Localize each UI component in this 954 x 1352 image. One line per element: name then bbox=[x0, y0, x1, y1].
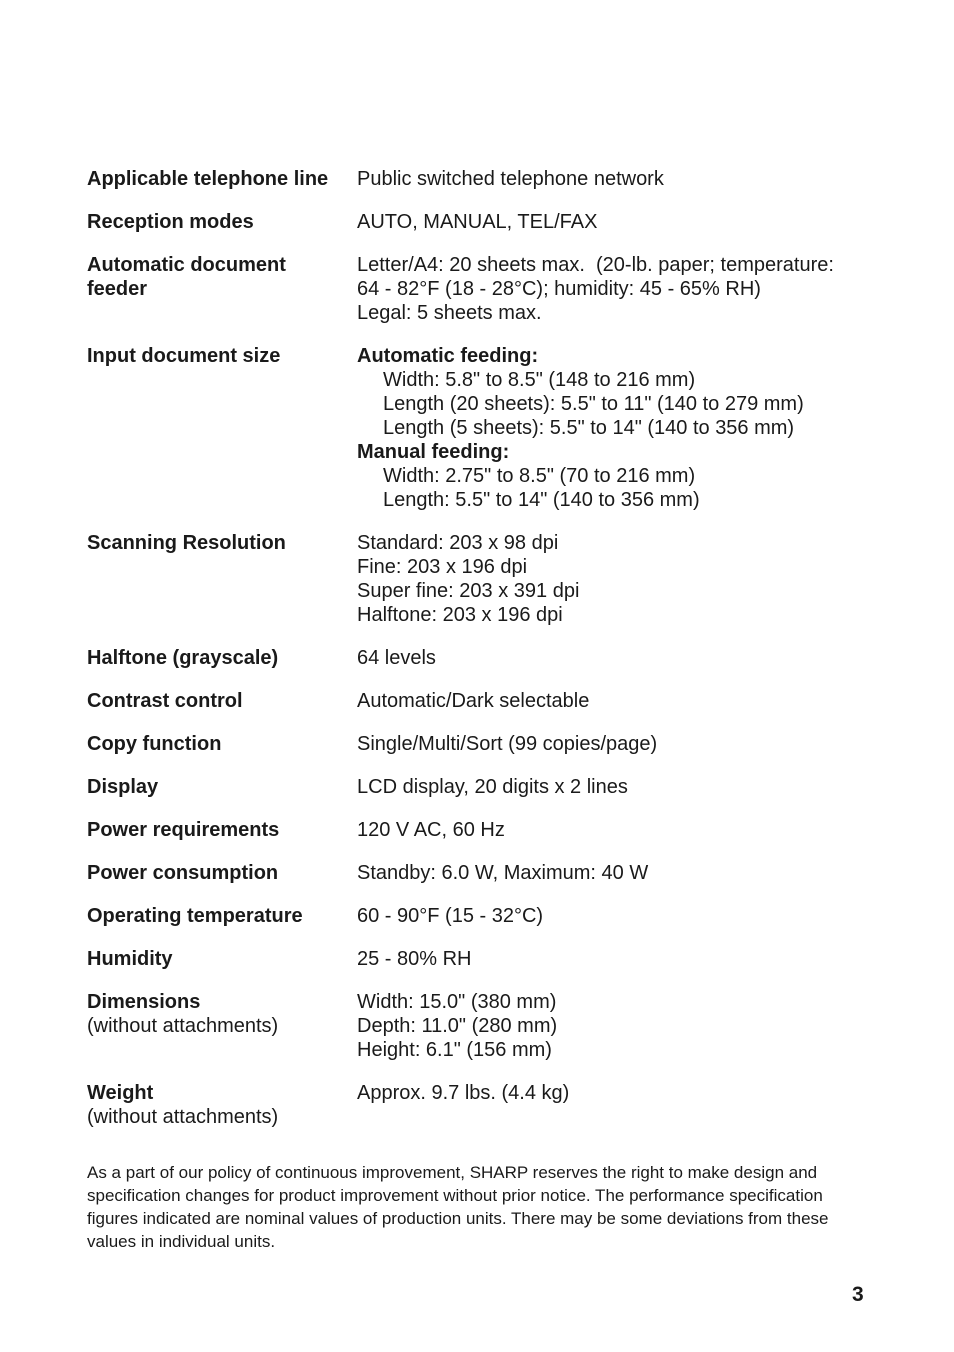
spec-row-operating-temperature bbox=[87, 904, 877, 928]
spec-value-line: Halftone: 203 x 196 dpi bbox=[357, 604, 563, 626]
spec-value bbox=[357, 646, 877, 670]
spec-value-line: Height: 6.1" (156 mm) bbox=[357, 1039, 552, 1061]
spec-value-line: Length: 5.5" to 14" (140 to 356 mm) bbox=[383, 489, 700, 511]
spec-label: Halftone (grayscale) bbox=[87, 647, 279, 669]
spec-label: Dimensions bbox=[87, 991, 201, 1013]
spec-value-line: Standby: 6.0 W, Maximum: 40 W bbox=[357, 862, 649, 884]
spec-value-heading: Manual feeding: bbox=[357, 441, 510, 463]
spec-value bbox=[357, 990, 877, 1062]
spec-value bbox=[357, 947, 877, 971]
spec-label: Scanning Resolution bbox=[87, 532, 286, 554]
spec-value-line: Approx. 9.7 lbs. (4.4 kg) bbox=[357, 1082, 570, 1104]
spec-row-telephone-line bbox=[87, 167, 877, 191]
spec-value-line: Width: 15.0" (380 mm) bbox=[357, 991, 557, 1013]
spec-row-document-feeder bbox=[87, 253, 877, 325]
spec-value-line: Length (5 sheets): 5.5" to 14" (140 to 356 mm) bbox=[383, 417, 795, 439]
spec-value-line: Legal: 5 sheets max. bbox=[357, 302, 542, 324]
spec-label: Display bbox=[87, 776, 159, 798]
spec-label: Weight bbox=[87, 1082, 154, 1104]
spec-row-humidity bbox=[87, 947, 877, 971]
spec-row-power-consumption bbox=[87, 861, 877, 885]
spec-value-line: Width: 2.75" to 8.5" (70 to 216 mm) bbox=[383, 465, 696, 487]
spec-value bbox=[357, 253, 877, 325]
spec-sublabel: (without attachments) bbox=[87, 1015, 279, 1037]
spec-table bbox=[87, 167, 877, 1148]
spec-sublabel: (without attachments) bbox=[87, 1106, 279, 1128]
spec-value bbox=[357, 1081, 877, 1129]
spec-value bbox=[357, 818, 877, 842]
spec-value-line: Public switched telephone network bbox=[357, 168, 664, 190]
spec-value-line: Standard: 203 x 98 dpi bbox=[357, 532, 559, 554]
spec-value bbox=[357, 210, 877, 234]
spec-label: Copy function bbox=[87, 733, 222, 755]
spec-value-line: Length (20 sheets): 5.5" to 11" (140 to 279 mm) bbox=[383, 393, 804, 415]
spec-row-dimensions bbox=[87, 990, 877, 1062]
spec-value-heading: Automatic feeding: bbox=[357, 345, 539, 367]
spec-label: Automatic document feeder bbox=[87, 254, 286, 300]
spec-value-line: Width: 5.8" to 8.5" (148 to 216 mm) bbox=[383, 369, 696, 391]
spec-value-line: Super fine: 203 x 391 dpi bbox=[357, 580, 580, 602]
spec-label: Power consumption bbox=[87, 862, 279, 884]
spec-row-copy-function bbox=[87, 732, 877, 756]
spec-row-scanning-resolution bbox=[87, 531, 877, 627]
spec-value-line: Fine: 203 x 196 dpi bbox=[357, 556, 528, 578]
spec-value bbox=[357, 861, 877, 885]
spec-label: Humidity bbox=[87, 948, 173, 970]
page-number: 3 bbox=[852, 1283, 864, 1306]
spec-value-line: LCD display, 20 digits x 2 lines bbox=[357, 776, 628, 798]
spec-row-display bbox=[87, 775, 877, 799]
spec-label: Power requirements bbox=[87, 819, 280, 841]
spec-value-line: Automatic/Dark selectable bbox=[357, 690, 590, 712]
spec-value bbox=[357, 344, 877, 512]
spec-value-line: 25 - 80% RH bbox=[357, 948, 472, 970]
spec-label: Applicable telephone line bbox=[87, 168, 329, 190]
spec-value bbox=[357, 775, 877, 799]
spec-row-weight bbox=[87, 1081, 877, 1129]
footnote: As a part of our policy of continuous improvement, SHARP reserves the right to make design and specification changes for product improvement without prior notice. The performance specification figures indicated are nominal values of production units. There may be some deviations from these values in individual units. bbox=[87, 1163, 829, 1251]
spec-row-input-document-size bbox=[87, 344, 877, 512]
spec-label: Input document size bbox=[87, 345, 281, 367]
spec-label: Operating temperature bbox=[87, 905, 303, 927]
spec-label: Contrast control bbox=[87, 690, 243, 712]
spec-row-contrast-control bbox=[87, 689, 877, 713]
spec-value bbox=[357, 531, 877, 627]
spec-value-line: Letter/A4: 20 sheets max. (20-lb. paper; temperature: bbox=[357, 254, 834, 276]
spec-row-reception-modes bbox=[87, 210, 877, 234]
spec-value-line: Single/Multi/Sort (99 copies/page) bbox=[357, 733, 658, 755]
spec-value bbox=[357, 732, 877, 756]
spec-value bbox=[357, 167, 877, 191]
spec-value bbox=[357, 689, 877, 713]
spec-value-line: 64 - 82°F (18 - 28°C); humidity: 45 - 65% RH) bbox=[357, 278, 761, 300]
spec-value-line: Depth: 11.0" (280 mm) bbox=[357, 1015, 558, 1037]
spec-value-line: 120 V AC, 60 Hz bbox=[357, 819, 505, 841]
spec-value-line: AUTO, MANUAL, TEL/FAX bbox=[357, 211, 598, 233]
spec-value-line: 64 levels bbox=[357, 647, 436, 669]
spec-value bbox=[357, 904, 877, 928]
spec-value-line: 60 - 90°F (15 - 32°C) bbox=[357, 905, 544, 927]
spec-label: Reception modes bbox=[87, 211, 254, 233]
spec-row-power-requirements bbox=[87, 818, 877, 842]
spec-row-halftone bbox=[87, 646, 877, 670]
